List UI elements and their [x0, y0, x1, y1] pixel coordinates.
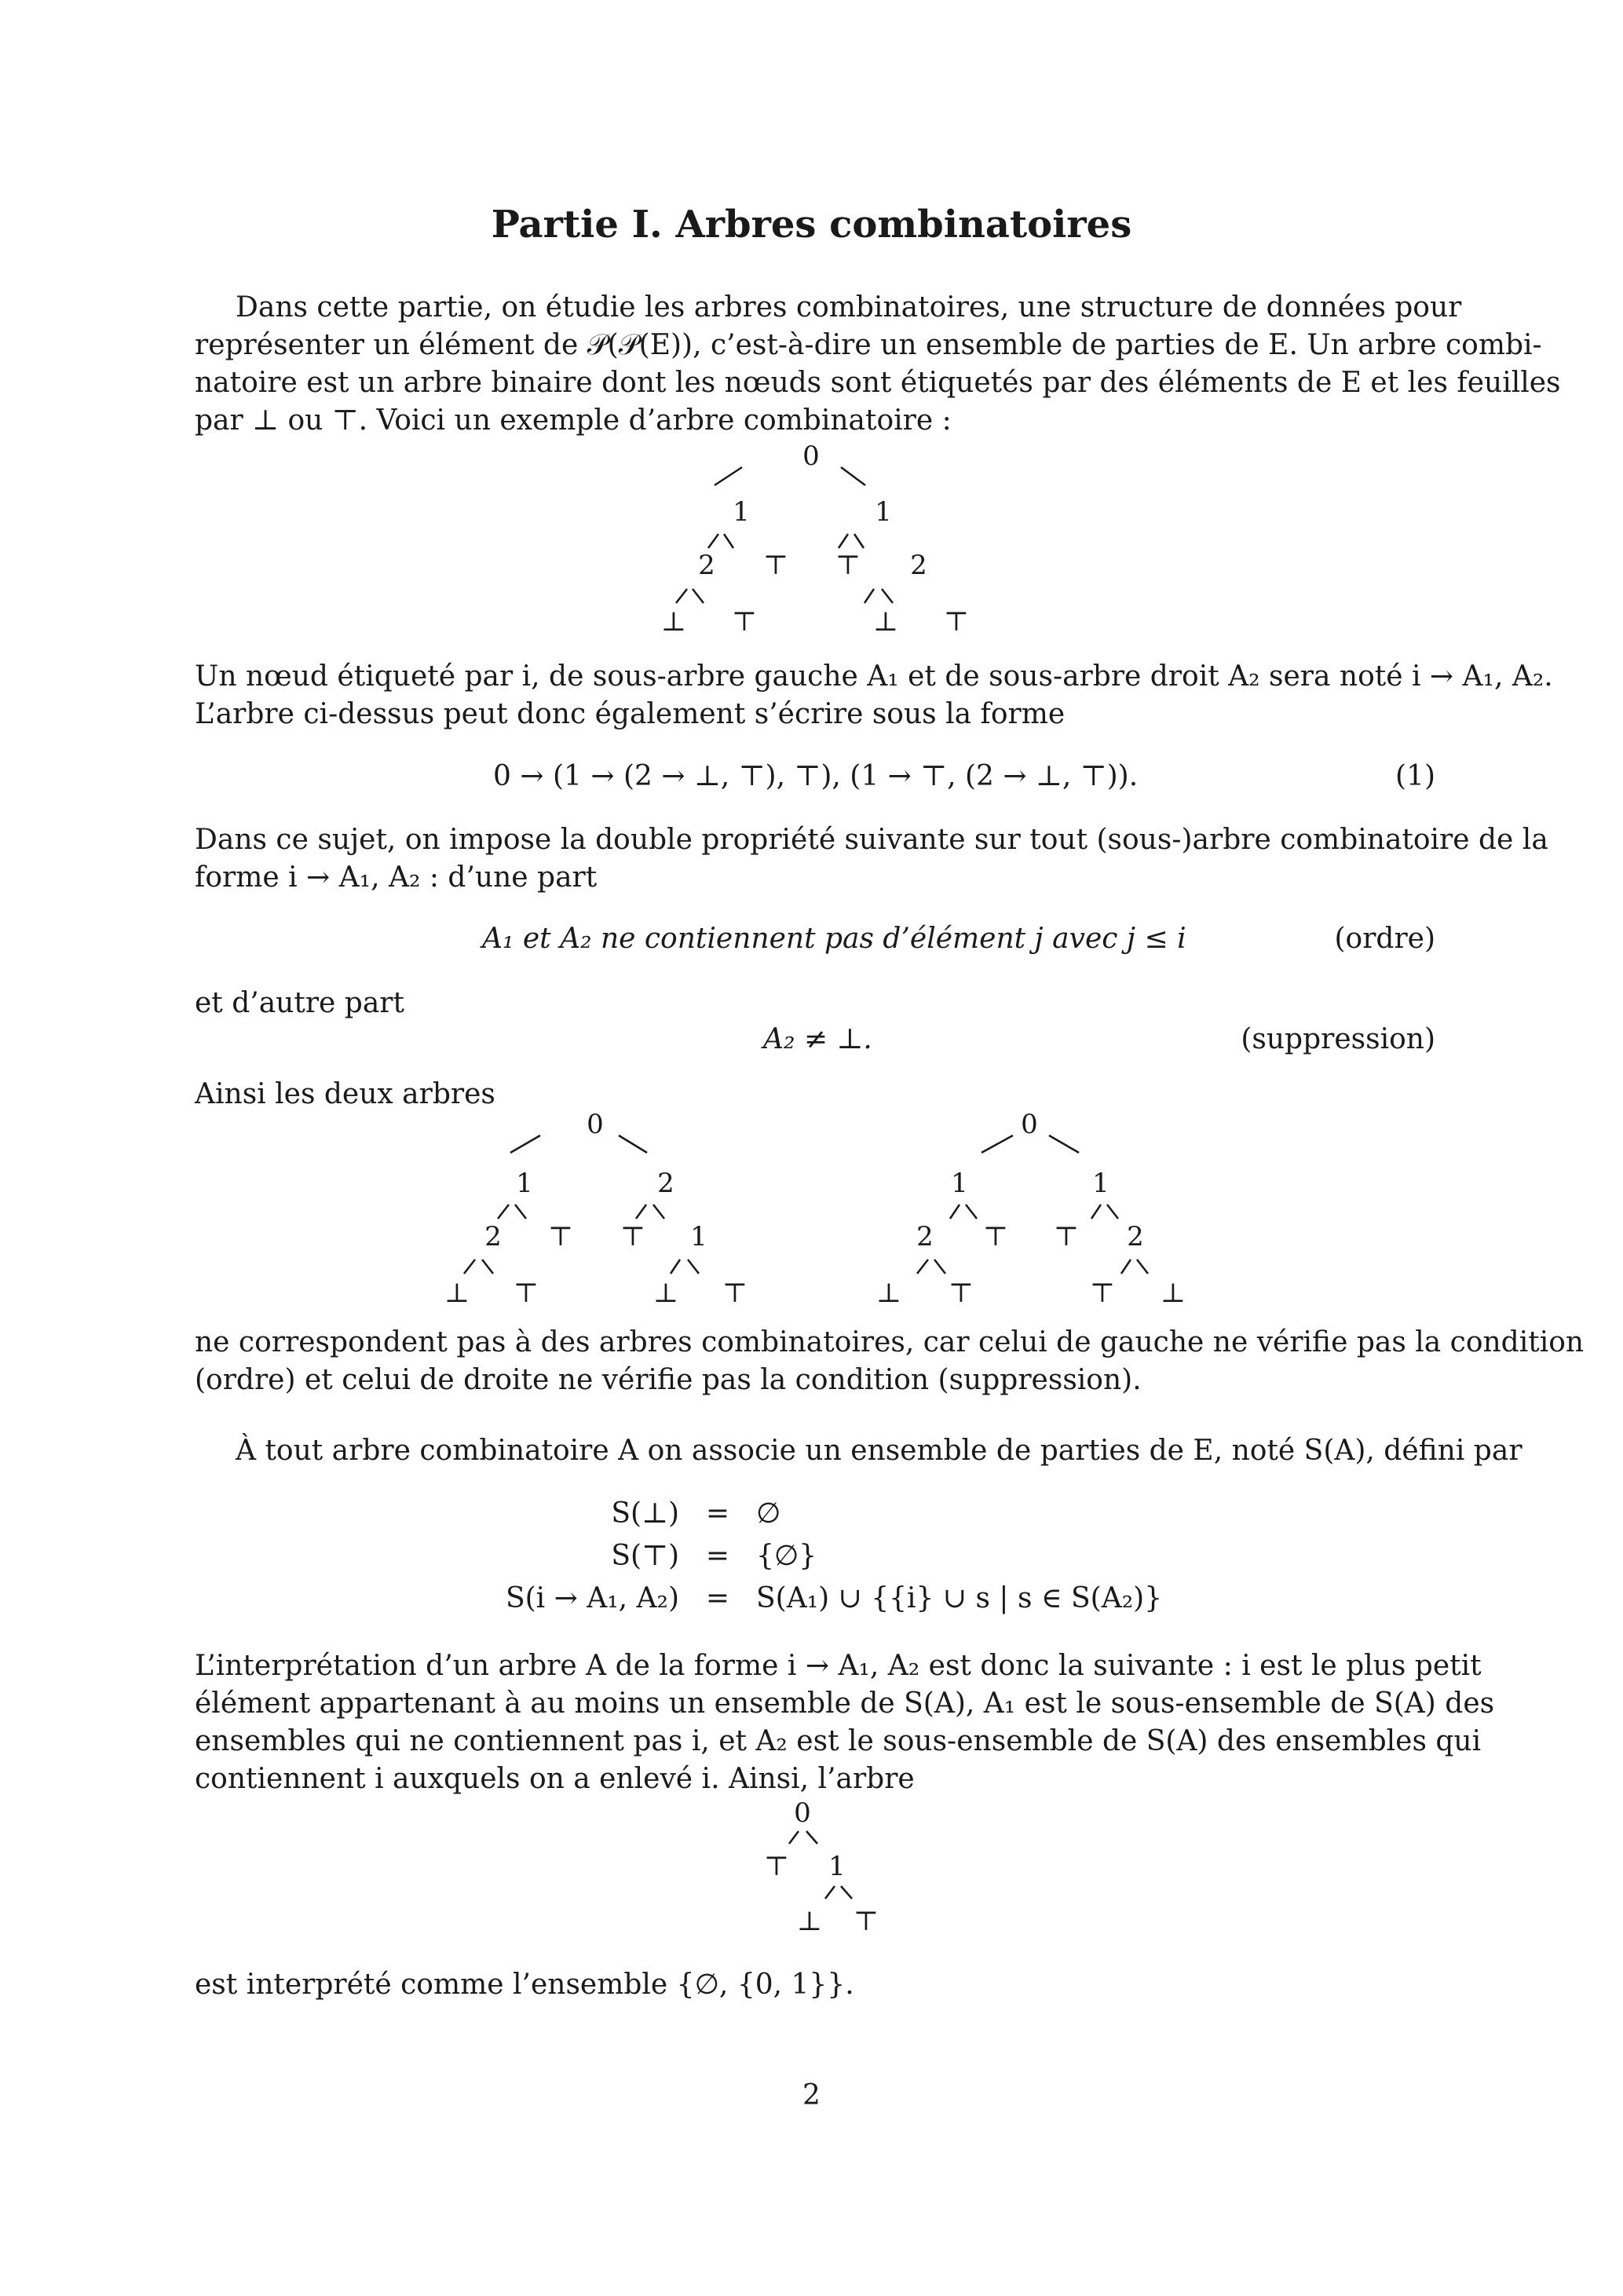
tree1-edge [676, 589, 687, 603]
tree3-edge [1107, 1205, 1118, 1219]
tree4-edge [789, 1831, 799, 1844]
equation-ordre: A₁ et A₂ ne contiennent pas d’élément j avec j ≤ i [482, 923, 1186, 955]
tree3-edge [1091, 1205, 1101, 1219]
final-line: est interprété comme l’ensemble {∅, {0, 1}}. [195, 1969, 854, 2001]
tree1-edge [724, 534, 733, 548]
interp-line-3: ensembles qui ne contiennent pas i, et A₂ est le sous-ensemble de S(A) des ensembles qui [195, 1725, 1482, 1757]
tree1-leaf-bot-a: ⊥ [661, 606, 686, 638]
definition-rhs: {∅} [756, 1539, 817, 1572]
definition-row [479, 1577, 1170, 1619]
tree3-edge [917, 1260, 928, 1274]
tree2-leaf-top-c: ⊤ [514, 1278, 539, 1309]
tree1-edge [854, 534, 864, 548]
tree2-edge [482, 1260, 493, 1274]
tree3-edge [1121, 1260, 1131, 1274]
tree2-edge [515, 1205, 526, 1219]
tree1-edge [708, 534, 718, 548]
tree2-node-1: 1 [516, 1168, 533, 1199]
tree4-node-0: 0 [794, 1798, 811, 1829]
tree2-edge [464, 1260, 475, 1274]
tree3-leaf-bot-a: ⊥ [876, 1278, 901, 1309]
tree2-leaf-top-d: ⊤ [722, 1278, 748, 1309]
tree2-edge [510, 1135, 540, 1153]
tree3-edge [981, 1135, 1013, 1153]
counter-line-2: (ordre) et celui de droite ne vérifie pas la condition (suppression). [195, 1364, 1142, 1396]
tree2-leaf-bot-a: ⊥ [444, 1278, 470, 1309]
ainsi-text: Ainsi les deux arbres [195, 1078, 495, 1110]
tree3-node-1a: 1 [951, 1168, 968, 1199]
tree2-leaf-bot-b: ⊥ [653, 1278, 678, 1309]
tree1-node-2a: 2 [698, 550, 715, 581]
definition-rhs: ∅ [756, 1497, 781, 1530]
tree-counterexample-right [864, 1107, 1209, 1319]
tree3-leaf-top-a: ⊤ [983, 1221, 1008, 1252]
tree1-leaf-top-c: ⊤ [732, 606, 757, 638]
tree2-edge [671, 1260, 680, 1274]
notation-line-2: L’arbre ci-dessus peut donc également s’écrire sous la forme [195, 698, 1066, 730]
tree2-node-1b: 1 [690, 1221, 707, 1252]
association-line: À tout arbre combinatoire A on associe un ensemble de parties de E, noté S(A), défini par [236, 1435, 1522, 1467]
definition-row [479, 1492, 1170, 1534]
definition-row [479, 1534, 1170, 1577]
tree4-leaf-bot: ⊥ [797, 1906, 822, 1937]
tree4-node-1: 1 [828, 1851, 846, 1882]
tree4-edge [825, 1886, 835, 1899]
definition-lhs: S(⊥) [611, 1497, 679, 1530]
tree2-node-2: 2 [657, 1168, 674, 1199]
equation-1-tag: (1) [1395, 760, 1435, 792]
intro-line-4: par ⊥ ou ⊤. Voici un exemple d’arbre combinatoire : [195, 404, 952, 437]
tree2-leaf-top-b: ⊤ [620, 1221, 645, 1252]
tree3-edge [1049, 1135, 1079, 1153]
interp-line-4: contiennent i auxquels on a enlevé i. Ainsi, l’arbre [195, 1763, 915, 1795]
tree3-leaf-top-b: ⊤ [1054, 1221, 1079, 1252]
tree2-node-2b: 2 [484, 1221, 502, 1252]
definition-lhs: S(⊤) [611, 1539, 679, 1572]
tree4-edge [806, 1831, 817, 1844]
tree3-edge [950, 1205, 960, 1219]
tree1-edge [693, 589, 704, 603]
tree3-leaf-bot-b: ⊥ [1161, 1278, 1186, 1309]
tree1-edge [865, 589, 874, 603]
tree1-node-1b: 1 [875, 496, 892, 528]
definition-rhs: S(A₁) ∪ {{i} ∪ s | s ∈ S(A₂)} [756, 1581, 1163, 1614]
intro-line-3: natoire est un arbre binaire dont les nœuds sont étiquetés par des éléments de E et les feuilles [195, 367, 1561, 399]
tree1-leaf-top-d: ⊤ [944, 606, 969, 638]
tree4-leaf-top-b: ⊤ [854, 1906, 879, 1937]
definition-S [479, 1492, 1170, 1619]
interp-line-1: L’interprétation d’un arbre A de la forme i → A₁, A₂ est donc la suivante : i est le plus petit [195, 1650, 1482, 1682]
tree4-edge [841, 1886, 852, 1899]
notation-line-1: Un nœud étiqueté par i, de sous-arbre gauche A₁ et de sous-arbre droit A₂ sera noté i → A₁, A₂. [195, 660, 1553, 693]
definition-equals: = [705, 1539, 730, 1572]
definition-lhs: S(i → A₁, A₂) [505, 1581, 679, 1614]
page-number: 2 [802, 2079, 821, 2111]
equation-suppression: A₂ ≠ ⊥. [763, 1023, 872, 1055]
tree1-edge [839, 534, 848, 548]
tree2-leaf-top-a: ⊤ [548, 1221, 573, 1252]
tree4-leaf-top-a: ⊤ [764, 1851, 789, 1882]
tree3-node-2b: 2 [1127, 1221, 1144, 1252]
tree1-node-1a: 1 [733, 496, 750, 528]
tree-example-2 [742, 1798, 899, 1955]
tree1-leaf-bot-b: ⊥ [873, 606, 898, 638]
autre-part-text: et d’autre part [195, 987, 404, 1019]
definition-equals: = [705, 1581, 730, 1614]
intro-line-1: Dans cette partie, on étudie les arbres combinatoires, une structure de données pour [236, 291, 1462, 324]
tree3-leaf-top-d: ⊤ [1090, 1278, 1115, 1309]
tree2-node-0: 0 [587, 1109, 604, 1140]
interp-line-2: élément appartenant à au moins un ensemble de S(A), A₁ est le sous-ensemble de S(A) des [195, 1687, 1495, 1720]
tree1-edge [715, 467, 742, 485]
intro-line-2: représenter un élément de 𝒫(𝒫(E)), c’est-à-dire un ensemble de parties de E. Un arbre combi- [195, 329, 1542, 361]
tree3-leaf-top-c: ⊤ [949, 1278, 974, 1309]
page-title: Partie I. Arbres combinatoires [491, 203, 1132, 247]
tree1-leaf-top-a: ⊤ [763, 550, 788, 581]
tree2-edge [653, 1205, 664, 1219]
tree3-edge [1137, 1260, 1148, 1274]
tree1-edge [882, 589, 893, 603]
tree1-leaf-top-b: ⊤ [835, 550, 861, 581]
tree2-edge [619, 1135, 647, 1153]
tree3-edge [966, 1205, 977, 1219]
tree2-edge [688, 1260, 699, 1274]
property-line-2: forme i → A₁, A₂ : d’une part [195, 861, 598, 894]
tree-example-1 [644, 440, 974, 652]
property-line-1: Dans ce sujet, on impose la double propriété suivante sur tout (sous-)arbre combinatoire de la [195, 824, 1548, 856]
tree1-edge [841, 467, 865, 485]
tree2-edge [498, 1205, 509, 1219]
tree3-node-2a: 2 [916, 1221, 934, 1252]
equation-1: 0 → (1 → (2 → ⊥, ⊤), ⊤), (1 → ⊤, (2 → ⊥, ⊤)). [493, 760, 1139, 792]
equation-suppression-tag: (suppression) [1241, 1023, 1435, 1055]
tree3-node-0: 0 [1021, 1109, 1038, 1140]
tree2-edge [636, 1205, 646, 1219]
tree3-edge [934, 1260, 945, 1274]
equation-ordre-tag: (ordre) [1334, 923, 1435, 955]
tree-counterexample-left [432, 1107, 777, 1319]
definition-equals: = [705, 1497, 730, 1530]
tree1-node-0: 0 [802, 441, 820, 472]
tree3-node-1b: 1 [1092, 1168, 1109, 1199]
tree1-node-2b: 2 [910, 550, 927, 581]
counter-line-1: ne correspondent pas à des arbres combinatoires, car celui de gauche ne vérifie pas la condition [195, 1326, 1585, 1358]
